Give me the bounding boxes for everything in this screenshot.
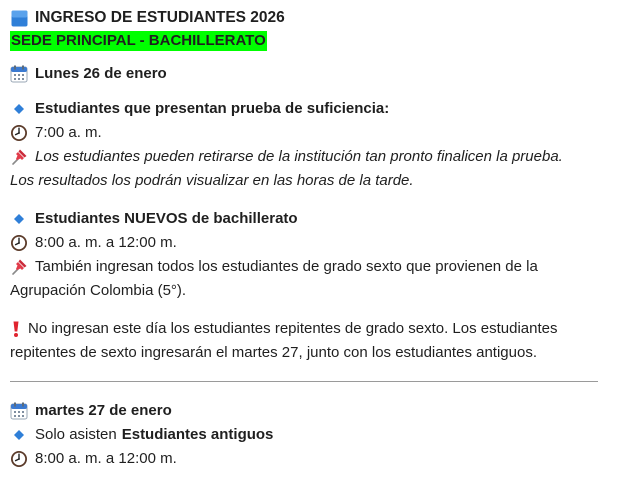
day2-attend-prefix: Solo asisten (35, 426, 117, 443)
day2-time-row (10, 447, 610, 471)
day2-date: martes 27 de enero (35, 402, 172, 419)
group2-note-line1: También ingresan todos los estudiantes de grado sexto que provienen de la (35, 258, 538, 275)
warning-line2: repitentes de sexto ingresarán el martes 27, junto con los estudiantes antiguos. (10, 344, 537, 361)
blue-diamond-icon (10, 426, 28, 444)
group2-time: 8:00 a. m. a 12:00 m. (35, 234, 177, 251)
calendar-icon (10, 65, 28, 83)
exclamation-icon (10, 320, 22, 338)
group2-note-line2: Agrupación Colombia (5°). (10, 282, 187, 299)
group1-note-row2 (10, 169, 610, 193)
group2-note-row2 (10, 279, 610, 303)
page-title: INGRESO DE ESTUDIANTES 2026 (35, 9, 285, 26)
blue-square-icon (10, 9, 28, 27)
group1-heading: Estudiantes que presentan prueba de suficiencia: (35, 100, 390, 117)
group2-time-row (10, 231, 610, 255)
pushpin-icon (10, 148, 28, 166)
clock-icon (10, 450, 28, 468)
group2-heading-row (10, 207, 610, 231)
section-divider (10, 381, 598, 382)
day2-date-row (10, 399, 610, 423)
subtitle-highlight: SEDE PRINCIPAL - BACHILLERATO (11, 32, 266, 49)
warning-line1: No ingresan este día los estudiantes repitentes de grado sexto. Los estudiantes (28, 320, 558, 337)
announcement (10, 6, 610, 471)
group1-time-row (10, 121, 610, 145)
day2-time: 8:00 a. m. a 12:00 m. (35, 450, 177, 467)
blue-diamond-icon (10, 100, 28, 118)
calendar-icon (10, 402, 28, 420)
group1-heading-row (10, 97, 610, 121)
day1-date-row (10, 62, 610, 86)
group1-note-line2: Los resultados los podrán visualizar en las horas de la tarde. (10, 172, 414, 189)
warning-row2 (10, 341, 610, 365)
pushpin-icon (10, 258, 28, 276)
group1-time: 7:00 a. m. (35, 124, 102, 141)
clock-icon (10, 234, 28, 252)
day2-attend-row (10, 423, 610, 447)
group2-note-row (10, 255, 610, 279)
day1-date: Lunes 26 de enero (35, 65, 167, 82)
subtitle-row (10, 30, 610, 52)
blue-diamond-icon (10, 210, 28, 228)
warning-row (10, 317, 610, 341)
title-row (10, 6, 610, 30)
group2-heading: Estudiantes NUEVOS de bachillerato (35, 210, 298, 227)
day2-attend-group: Estudiantes antiguos (121, 426, 274, 443)
group1-note-row (10, 145, 610, 169)
clock-icon (10, 124, 28, 142)
group1-note-line1: Los estudiantes pueden retirarse de la institución tan pronto finalicen la prueba. (35, 148, 563, 165)
